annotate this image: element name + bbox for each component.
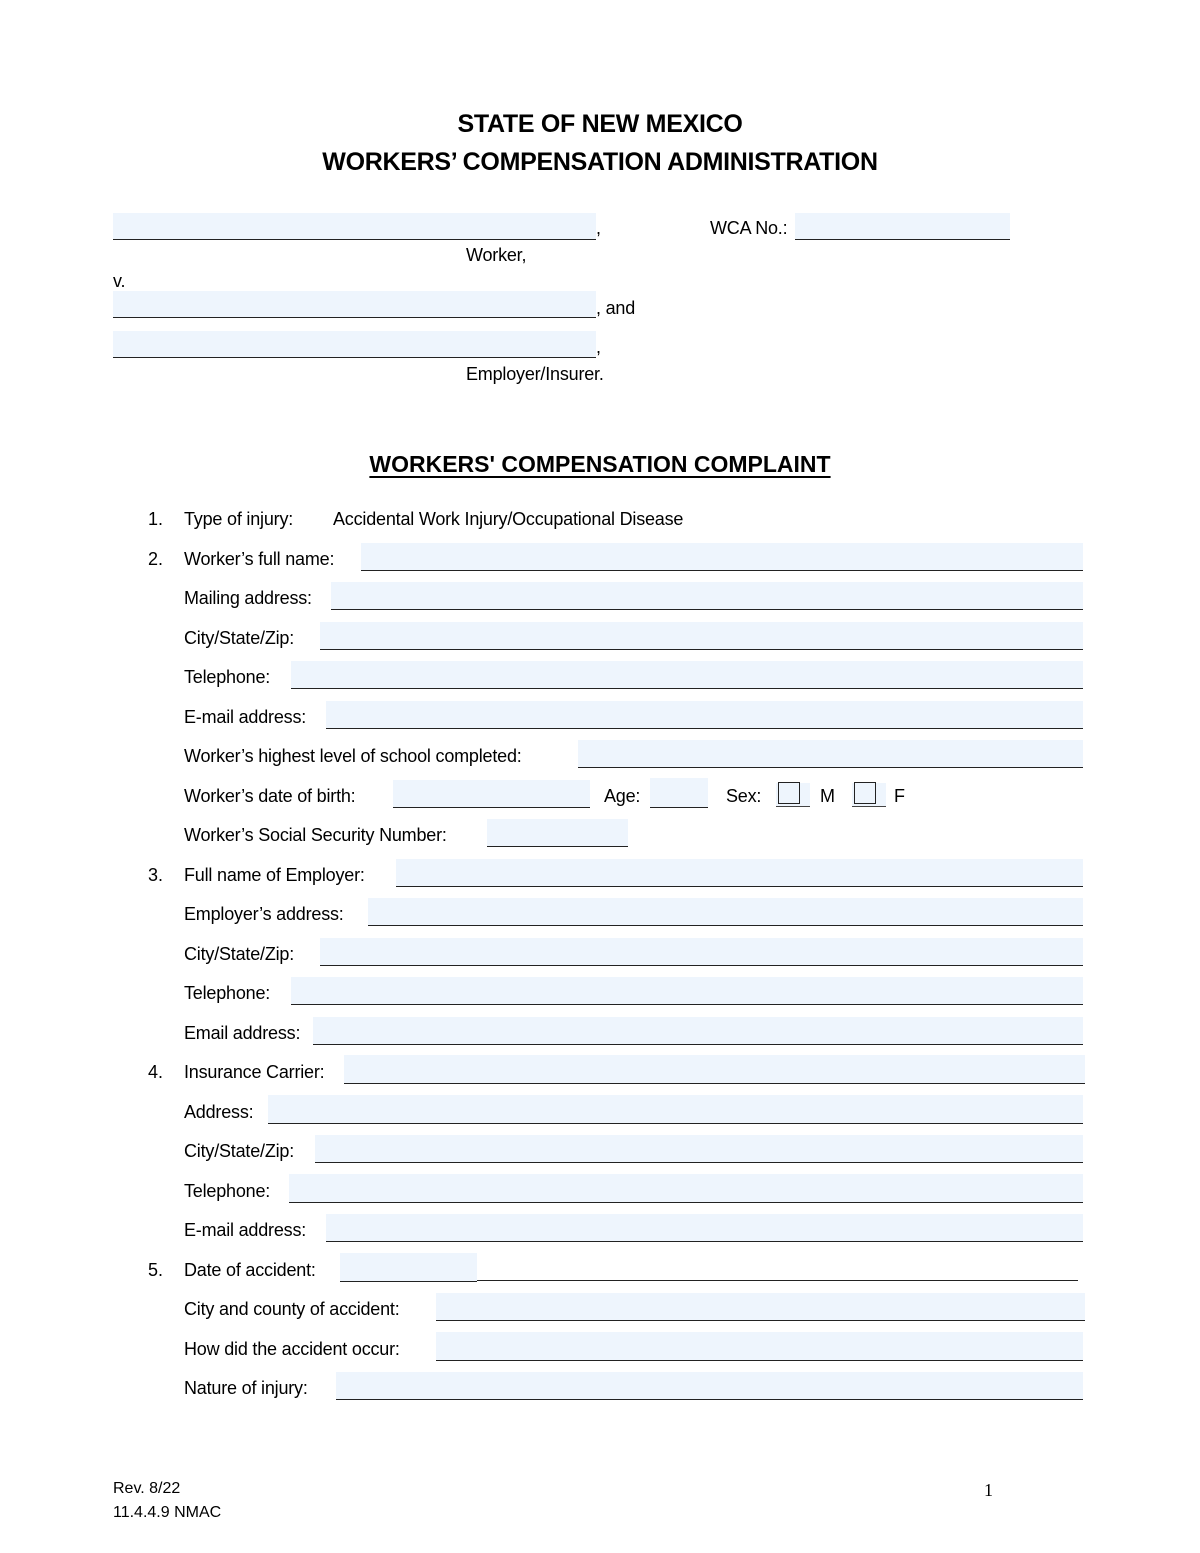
employer-insurer-label: Employer/Insurer.	[466, 364, 604, 384]
insurance-carrier-field[interactable]	[344, 1055, 1085, 1084]
worker-age-label: Age:	[604, 786, 641, 806]
worker-comma: ,	[596, 218, 601, 238]
nature-of-injury-field[interactable]	[336, 1372, 1083, 1400]
sex-f-label: F	[894, 786, 905, 806]
worker-city-state-zip-field[interactable]	[320, 622, 1083, 650]
carrier-address-field[interactable]	[268, 1095, 1083, 1124]
carrier-email-label: E-mail address:	[184, 1220, 307, 1240]
type-of-injury-label: Type of injury:	[184, 509, 294, 529]
accident-how-field[interactable]	[436, 1332, 1083, 1361]
carrier-telephone-label: Telephone:	[184, 1181, 271, 1201]
carrier-address-label: Address:	[184, 1102, 254, 1122]
employer-telephone-field[interactable]	[291, 977, 1083, 1005]
worker-name-caption-field[interactable]	[113, 213, 596, 240]
worker-telephone-field[interactable]	[291, 661, 1083, 689]
carrier-city-state-zip-field[interactable]	[315, 1135, 1083, 1163]
section-2-number: 2.	[148, 549, 164, 569]
versus-label: v.	[113, 271, 126, 291]
carrier-email-field[interactable]	[326, 1214, 1083, 1242]
employer-email-field[interactable]	[313, 1017, 1083, 1045]
insurer-comma: ,	[596, 337, 601, 357]
wca-number-label: WCA No.:	[710, 218, 788, 238]
worker-ssn-field[interactable]	[487, 819, 628, 847]
type-of-injury-value: Accidental Work Injury/Occupational Disease	[333, 509, 684, 529]
worker-full-name-label: Worker’s full name:	[184, 549, 335, 569]
regulation-label: 11.4.4.9 NMAC	[113, 1504, 222, 1521]
insurer-caption-field[interactable]	[113, 331, 596, 358]
revision-label: Rev. 8/22	[113, 1480, 181, 1497]
sex-m-label: M	[820, 786, 835, 806]
sex-m-checkbox-field[interactable]	[776, 783, 810, 807]
sex-m-checkbox[interactable]	[778, 782, 800, 804]
employer-email-label: Email address:	[184, 1023, 301, 1043]
carrier-city-state-zip-label: City/State/Zip:	[184, 1141, 295, 1161]
worker-mailing-address-label: Mailing address:	[184, 588, 312, 608]
worker-telephone-label: Telephone:	[184, 667, 271, 687]
nature-of-injury-label: Nature of injury:	[184, 1378, 308, 1398]
accident-date-label: Date of accident:	[184, 1260, 316, 1280]
carrier-telephone-field[interactable]	[289, 1174, 1083, 1203]
worker-full-name-field[interactable]	[361, 543, 1083, 571]
page-number: 1	[984, 1480, 993, 1500]
accident-date-field[interactable]	[340, 1253, 477, 1282]
employer-telephone-label: Telephone:	[184, 983, 271, 1003]
worker-school-label: Worker’s highest level of school completed:	[184, 746, 522, 766]
section-4-number: 4.	[148, 1062, 164, 1082]
worker-ssn-label: Worker’s Social Security Number:	[184, 825, 447, 845]
worker-email-field[interactable]	[326, 701, 1083, 729]
worker-label: Worker,	[466, 245, 527, 265]
employer-city-state-zip-field[interactable]	[320, 938, 1083, 966]
worker-email-label: E-mail address:	[184, 707, 307, 727]
accident-how-label: How did the accident occur:	[184, 1339, 400, 1359]
wca-number-field[interactable]	[795, 213, 1010, 240]
employer-caption-field[interactable]	[113, 291, 596, 318]
section-5-number: 5.	[148, 1260, 164, 1280]
insurance-carrier-label: Insurance Carrier:	[184, 1062, 325, 1082]
worker-mailing-address-field[interactable]	[331, 582, 1083, 610]
worker-sex-label: Sex:	[726, 786, 762, 806]
worker-age-field[interactable]	[650, 778, 708, 808]
sex-f-checkbox[interactable]	[854, 782, 876, 804]
accident-city-county-label: City and county of accident:	[184, 1299, 400, 1319]
worker-dob-label: Worker’s date of birth:	[184, 786, 356, 806]
employer-address-field[interactable]	[368, 898, 1083, 926]
employer-city-state-zip-label: City/State/Zip:	[184, 944, 295, 964]
section-1-number: 1.	[148, 509, 164, 529]
employer-name-field[interactable]	[396, 859, 1083, 887]
sex-f-checkbox-field[interactable]	[852, 783, 886, 807]
state-heading: STATE OF NEW MEXICO	[457, 110, 743, 138]
worker-dob-field[interactable]	[393, 780, 590, 808]
employer-address-label: Employer’s address:	[184, 904, 344, 924]
complaint-title: WORKERS' COMPENSATION COMPLAINT	[369, 451, 831, 477]
employer-and-label: , and	[596, 298, 636, 318]
agency-heading: WORKERS’ COMPENSATION ADMINISTRATION	[322, 148, 878, 176]
accident-date-underline	[477, 1280, 1078, 1281]
accident-city-county-field[interactable]	[436, 1293, 1085, 1321]
worker-school-field[interactable]	[578, 740, 1083, 768]
section-3-number: 3.	[148, 865, 164, 885]
employer-name-label: Full name of Employer:	[184, 865, 365, 885]
worker-city-state-zip-label: City/State/Zip:	[184, 628, 295, 648]
